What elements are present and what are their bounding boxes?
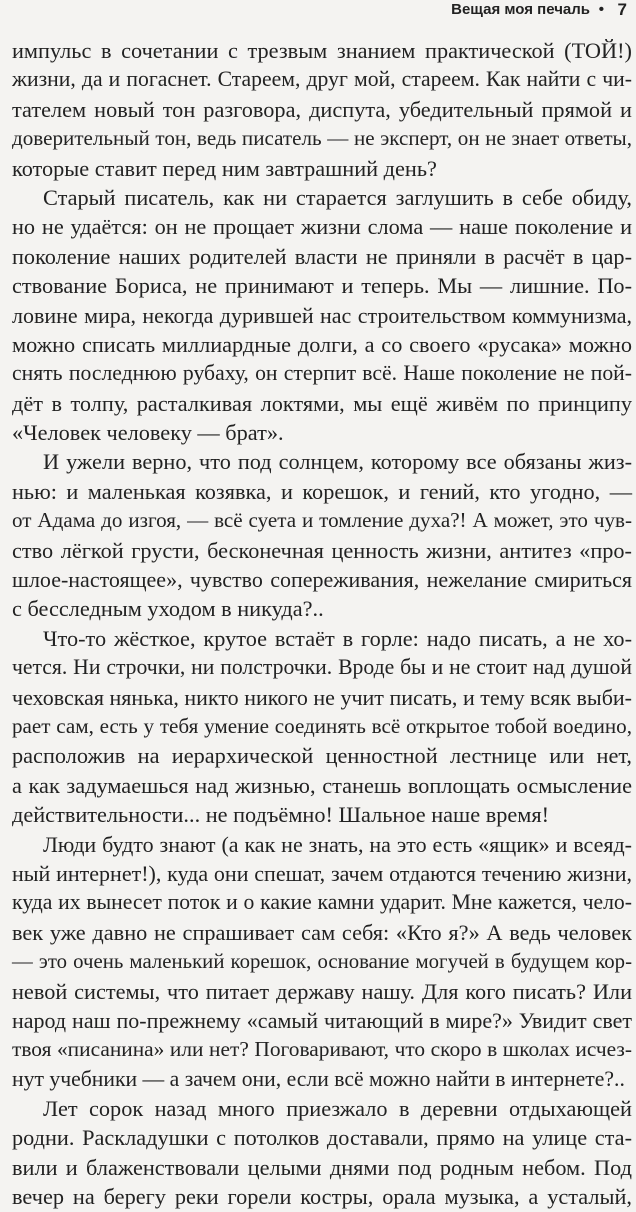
text-line: Старый писатель, как ни старается заглушить в себе обиду, <box>43 184 632 210</box>
text-line: расположив на иерархической ценностной лестнице или нет, <box>12 743 632 769</box>
text-line: с бесследным уходом в никуда?.. <box>12 596 324 622</box>
text-line: жизни, да и погаснет. Стареем, друг мой, стареем. Как найти с чи- <box>12 67 632 92</box>
text-line: ство лёгкой грусти, бесконечная ценность жизни, антитез «про- <box>12 537 632 563</box>
text-line: доверительный тон, ведь писатель — не эксперт, он не знает ответы, <box>12 126 632 151</box>
text-line: тателем новый тон разговора, диспута, убедительный прямой и <box>12 96 632 122</box>
text-line: дёт в толпу, расталкивая локтями, мы ещё живём по принципу <box>12 390 632 416</box>
text-line: вили и блаженствовали целыми днями под родным небом. Под <box>12 1154 632 1180</box>
text-line: нью: и маленькая козявка, и корешок, и гений, кто угодно, — <box>12 478 632 504</box>
text-line: которые ставит перед ним завтрашний день? <box>12 155 437 181</box>
text-line: Лет сорок назад много приезжало в деревни отдыхающей <box>43 1096 632 1122</box>
text-line: импульс в сочетании с трезвым знанием практической (ТОЙ!) <box>12 38 632 63</box>
text-line: — это очень маленький корешок, основание могучей в будущем кор- <box>12 950 632 974</box>
text-line: Что-то жёсткое, крутое встаёт в горле: надо писать, а не хо- <box>43 625 632 651</box>
text-line: народ наш по-прежнему «самый читающий в мире?» Увидит свет <box>12 1007 632 1033</box>
text-line: И ужели верно, что под солнцем, которому все обязаны жиз- <box>43 449 632 475</box>
body-text <box>12 36 632 1212</box>
text-line: можно списать миллиардные долги, а со своего «русака» можно <box>12 331 632 357</box>
text-line: но не удаётся: он не прощает жизни слома — наше поколение и <box>12 214 632 240</box>
text-line: действительности... не подъёмно! Шальное наше время! <box>12 802 550 828</box>
text-line: чется. Ни строчки, ни полстрочки. Вроде бы и не стоит над душой <box>12 655 632 680</box>
page-number: 7 <box>617 0 627 19</box>
text-line: твоя «писанина» или нет? Поговаривают, что скоро в школах исчез- <box>12 1037 632 1062</box>
text-line: ный интернет!), куда они спешат, зачем отдаются течению жизни, <box>12 860 632 886</box>
text-line: невой системы, что питает державу нашу. Для кого писать? Или <box>12 978 632 1004</box>
header-bullet: • <box>598 1 604 18</box>
text-line: снять последнюю рубаху, он стерпит всё. Наше поколение не пой- <box>12 361 632 386</box>
running-title: Вещая моя печаль <box>451 1 590 18</box>
text-line: Люди будто знают (а как не знать, на это есть «ящик» и всеяд- <box>43 831 632 857</box>
text-line: поколение наших родителей власти не приняли в расчёт в цар- <box>12 243 632 269</box>
text-line: ствование Бориса, не принимают и теперь. Мы — лишние. По- <box>12 273 632 299</box>
text-line: нут учебники — а зачем они, если всё можно найти в интернете?.. <box>12 1066 625 1091</box>
text-line: чеховская нянька, никто никого не учит писать, и тему всяк выби- <box>12 684 632 710</box>
text-line: куда их вынесет поток и о какие камни ударит. Мне кажется, чело- <box>12 890 632 915</box>
text-line: а как задумаешься над жизнью, станешь воплощать осмысление <box>12 772 632 798</box>
text-line: вечер на берегу реки горели костры, орала музыка, а усталый, <box>12 1184 632 1210</box>
text-line: родни. Раскладушки с потолков доставали, прямо на улице ста- <box>12 1125 632 1151</box>
text-line: ловине мира, некогда дурившей нас строительством коммунизма, <box>12 302 632 328</box>
text-line: рает сам, есть у тебя умение соединять всё открытое тобой воедино, <box>12 713 632 738</box>
text-line: шлое-настоящее», чувство сопереживания, нежелание смириться <box>12 567 632 593</box>
text-line: «Человек человеку — брат». <box>12 420 284 446</box>
running-header <box>0 0 636 22</box>
text-line: век уже давно не спрашивает сам себя: «Кто я?» А ведь человек <box>12 919 632 945</box>
text-line: от Адама до изгоя, — всё суета и томление духа?! А может, это чув- <box>12 508 632 533</box>
